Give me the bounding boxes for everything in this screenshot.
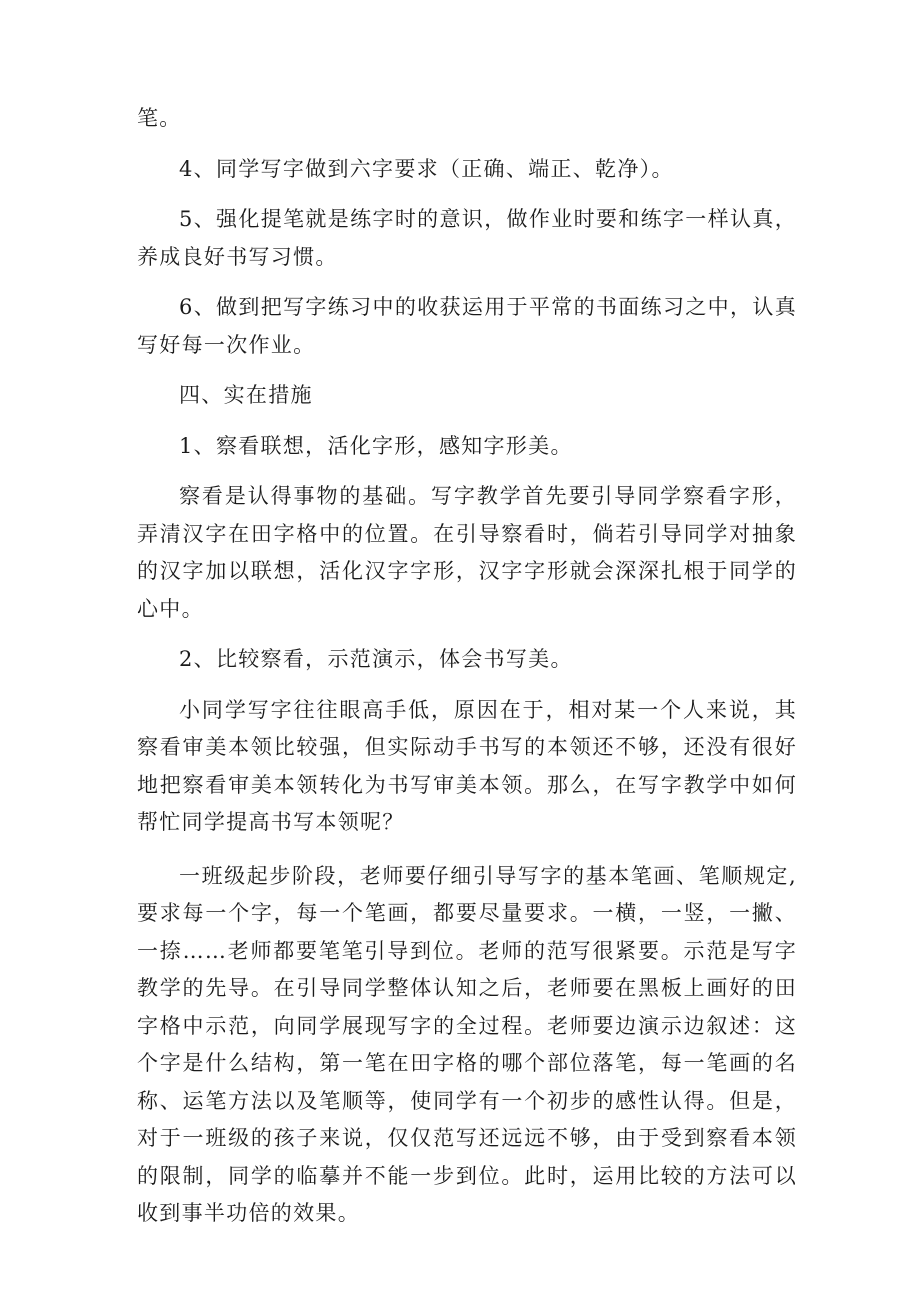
paragraph-continuation: 笔。 — [137, 106, 182, 130]
subheading-2: 2、比较察看，示范演示，体会书写美。 — [179, 647, 573, 671]
paragraph-item-4: 4、同学写字做到六字要求（正确、端正、乾净）。 — [179, 156, 674, 181]
paragraph-item-5: 5、强化提笔就是练字时的意识，做作业时要和练字一样认真，养成良好书写习惯。 — [137, 207, 797, 269]
subheading-1: 1、察看联想，活化字形，感知字形美。 — [179, 433, 573, 458]
section-heading-measures: 四、实在措施 — [179, 383, 313, 407]
paragraph-ability: 小同学写字往往眼高手低，原因在于，相对某一个人来说，其察看审美本领比较强，但实际动手书写的本领还不够，还没有很好地把察看审美本领转化为书写审美本领。那么，在写字教学中如何帮忙同学提高书写本领呢？ — [137, 697, 797, 834]
paragraph-item-6: 6、做到把写字练习中的收获运用于平常的书面练习之中，认真写好每一次作业。 — [137, 295, 797, 357]
paragraph-first-grade: 一班级起步阶段，老师要仔细引导写字的基本笔画、笔顺规定,要求每一个字，每一个笔画，都要尽量要求。一横，一竖，一撇、一捺……老师都要笔笔引导到位。老师的范写很紧要。示范是写字教学的先导。在引导同学整体认知之后，老师要在黑板上画好的田字格中示范，向同学展现写字的全过程。老师要边演示边叙述：这个字是什么结构，第一笔在田字格的哪个部位落笔，每一笔画的名称、运笔方法以及笔顺等，使同学有一个初步的感性认得。但是，对于一班级的孩子来说，仅仅范写还远远不够，由于受到察看本领的限制，同学的临摹并不能一步到位。此时，运用比较的方法可以收到事半功倍的效果。 — [137, 863, 797, 1225]
paragraph-observation: 察看是认得事物的基础。写字教学首先要引导同学察看字形，弄清汉字在田字格中的位置。在引导察看时，倘若引导同学对抽象的汉字加以联想，活化汉字字形，汉字字形就会深深扎根于同学的心中。 — [137, 484, 797, 621]
document-page — [137, 100, 797, 1233]
